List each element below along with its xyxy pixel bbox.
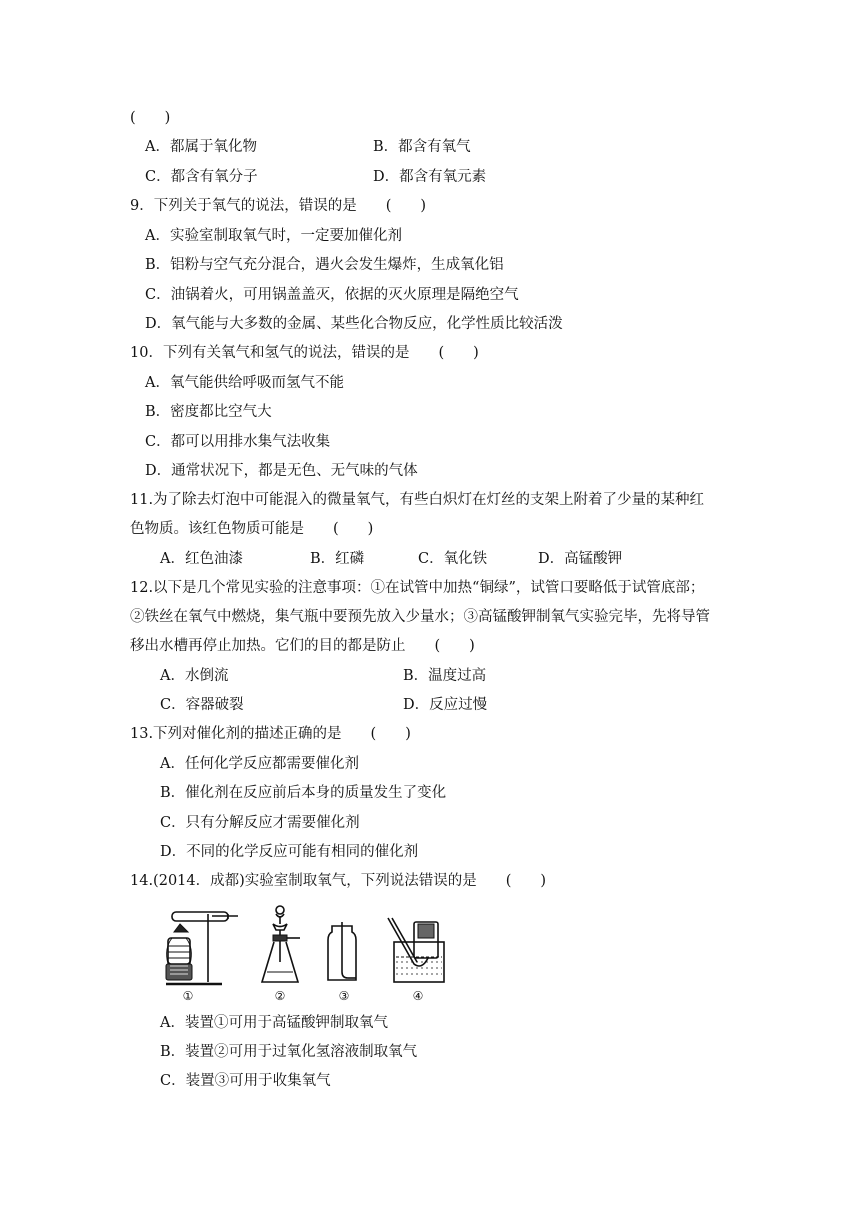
apparatus-figure	[158, 902, 458, 1004]
q12-stem-line-2: ②铁丝在氧气中燃烧，集气瓶中要预先放入少量水；③高锰酸钾制氧气实验完毕，先将导管	[130, 609, 710, 625]
q8-answer-paren: ( )	[130, 110, 171, 126]
q10-option-b: B．密度都比空气大	[145, 404, 272, 420]
q9-option-d: D．氧气能与大多数的金属、某些化合物反应，化学性质比较活泼	[145, 316, 563, 332]
apparatus-2-conical-flask	[262, 906, 300, 982]
q8-option-d: D．都含有氧元素	[373, 169, 487, 185]
q12-option-a: A．水倒流	[160, 668, 229, 684]
q11-stem-line-2: 色物质。该红色物质可能是 ( )	[130, 521, 374, 537]
q14-option-b: B．装置②可用于过氧化氢溶液制取氧气	[160, 1044, 418, 1060]
q9-option-a: A．实验室制取氧气时，一定要加催化剂	[145, 228, 402, 244]
figure-label-4: ④	[412, 989, 424, 1003]
q10-option-c: C．都可以用排水集气法收集	[145, 434, 331, 450]
q10-stem: 10．下列有关氧气和氢气的说法，错误的是 ( )	[130, 345, 479, 361]
q10-option-a: A．氧气能供给呼吸而氢气不能	[145, 375, 344, 391]
figure-label-2: ②	[274, 989, 286, 1003]
q11-stem-line-1: 11.为了除去灯泡中可能混入的微量氧气，有些白炽灯在灯丝的支架上附着了少量的某种红	[130, 492, 705, 508]
q11-option-a: A．红色油漆	[160, 551, 243, 567]
q13-option-d: D．不同的化学反应可能有相同的催化剂	[160, 844, 419, 860]
q8-option-b: B．都含有氧气	[373, 139, 471, 155]
q11-option-d: D．高锰酸钾	[538, 551, 623, 567]
q12-option-d: D．反应过慢	[403, 697, 488, 713]
apparatus-1-heating-setup	[166, 912, 238, 984]
q12-option-c: C．容器破裂	[160, 697, 244, 713]
q13-option-c: C．只有分解反应才需要催化剂	[160, 815, 360, 831]
apparatus-3-gas-bottle	[328, 922, 356, 980]
q11-option-b: B．红磷	[310, 551, 365, 567]
q14-option-c: C．装置③可用于收集氧气	[160, 1073, 331, 1089]
q9-stem: 9．下列关于氧气的说法，错误的是 ( )	[130, 198, 427, 214]
q10-option-d: D．通常状况下，都是无色、无气味的气体	[145, 463, 418, 479]
figure-label-3: ③	[338, 989, 350, 1003]
q8-option-a: A．都属于氧化物	[145, 139, 257, 155]
q9-option-c: C．油锅着火，可用锅盖盖灭，依据的灭火原理是隔绝空气	[145, 287, 519, 303]
figure-label-1: ①	[182, 989, 194, 1003]
q13-option-b: B．催化剂在反应前后本身的质量发生了变化	[160, 785, 447, 801]
q12-option-b: B．温度过高	[403, 668, 487, 684]
q13-stem: 13.下列对催化剂的描述正确的是 ( )	[130, 726, 411, 742]
apparatus-4-water-trough	[388, 918, 444, 982]
q12-stem-line-3: 移出水槽再停止加热。它们的目的都是防止 ( )	[130, 638, 475, 654]
q11-option-c: C．氧化铁	[418, 551, 488, 567]
q12-stem-line-1: 12.以下是几个常见实验的注意事项：①在试管中加热“铜绿”，试管口要略低于试管底部；	[130, 580, 705, 596]
q8-option-c: C．都含有氧分子	[145, 169, 258, 185]
q14-stem: 14.(2014．成都)实验室制取氧气，下列说法错误的是 ( )	[130, 873, 547, 889]
q13-option-a: A．任何化学反应都需要催化剂	[160, 756, 359, 772]
q14-option-a: A．装置①可用于高锰酸钾制取氧气	[160, 1015, 388, 1031]
q9-option-b: B．铝粉与空气充分混合，遇火会发生爆炸，生成氧化铝	[145, 257, 504, 273]
